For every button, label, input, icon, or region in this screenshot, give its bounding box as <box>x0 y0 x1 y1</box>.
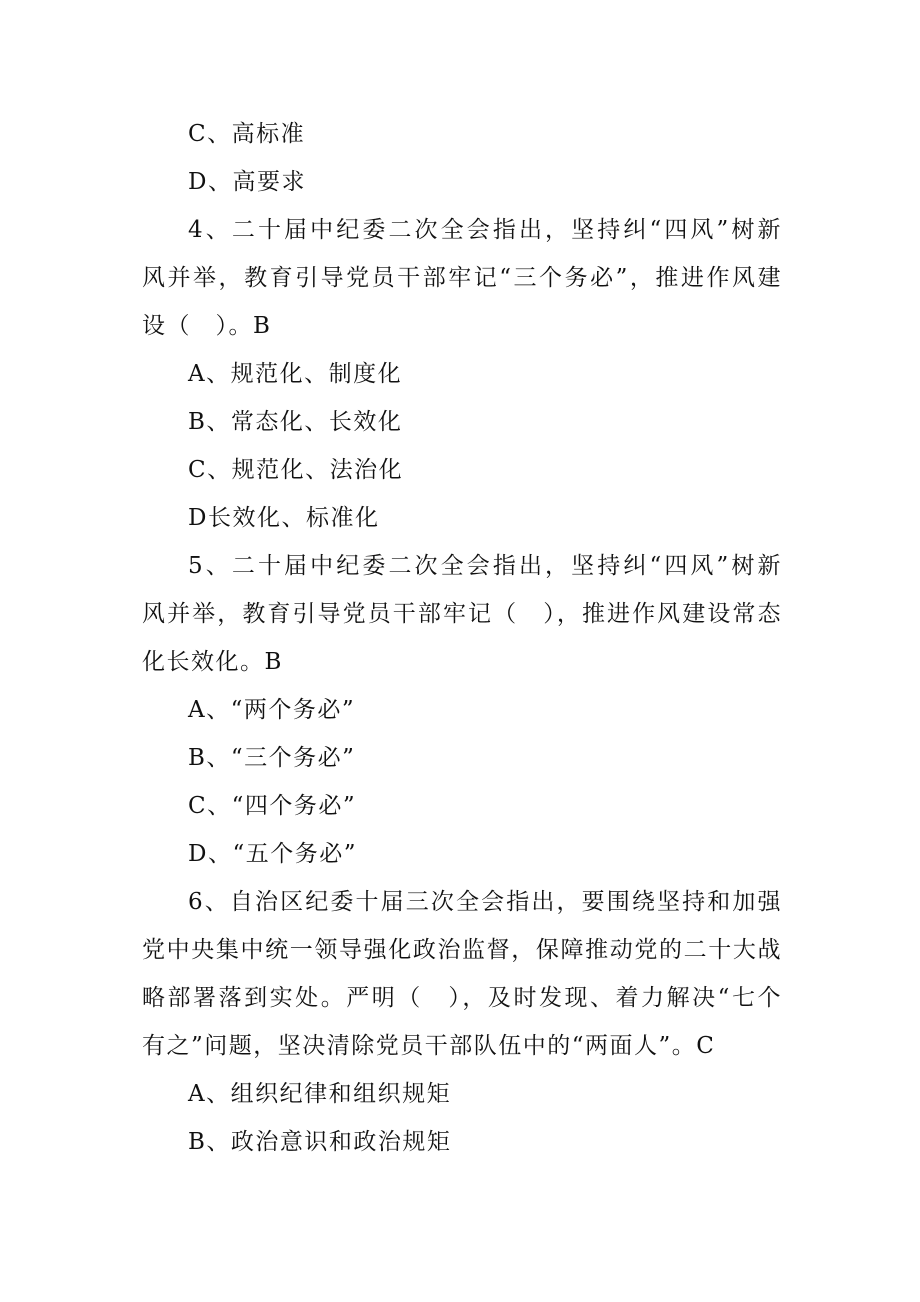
question-6 <box>142 878 782 1070</box>
question-5-option-b: B、“三个务必” <box>188 745 356 771</box>
question-6-option-a: A、组织纪律和组织规矩 <box>188 1081 452 1107</box>
option-d-high-requirement: D、高要求 <box>188 169 306 195</box>
question-4-option-d: D长效化、标准化 <box>188 505 380 531</box>
question-4-option-a: A、规范化、制度化 <box>188 361 403 387</box>
question-5-option-c: C、“四个务必” <box>188 793 357 819</box>
question-4-line-3: 设（ ）。B <box>142 313 272 339</box>
question-6-line-2: 党中央集中统一领导强化政治监督，保障推动党的二十大战 <box>142 937 782 963</box>
question-4 <box>142 206 782 350</box>
question-5-option-d: D、“五个务必” <box>188 841 357 867</box>
question-4-option-c: C、规范化、法治化 <box>188 457 404 483</box>
question-6-option-b: B、政治意识和政治规矩 <box>188 1129 452 1155</box>
option-c-high-standard: C、高标准 <box>188 121 306 147</box>
question-6-line-4: 有之”问题，坚决清除党员干部队伍中的“两面人”。C <box>142 1033 716 1059</box>
question-5 <box>142 542 782 686</box>
question-5-option-a: A、“两个务必” <box>188 697 356 723</box>
question-4-option-b: B、常态化、长效化 <box>188 409 403 435</box>
question-5-line-3: 化长效化。B <box>142 649 283 675</box>
question-4-line-1: 4、二十届中纪委二次全会指出，坚持纠“四风”树新 <box>188 217 782 243</box>
question-6-line-1: 6、自治区纪委十届三次全会指出，要围绕坚持和加强 <box>188 889 782 915</box>
question-5-line-2: 风并举，教育引导党员干部牢记（ ），推进作风建设常态 <box>142 601 782 627</box>
question-6-line-3: 略部署落到实处。严明（ ），及时发现、着力解决“七个 <box>142 985 782 1011</box>
question-4-line-2: 风并举，教育引导党员干部牢记“三个务必”，推进作风建 <box>142 265 782 291</box>
document-page <box>142 110 782 1166</box>
question-5-line-1: 5、二十届中纪委二次全会指出，坚持纠“四风”树新 <box>188 553 782 579</box>
